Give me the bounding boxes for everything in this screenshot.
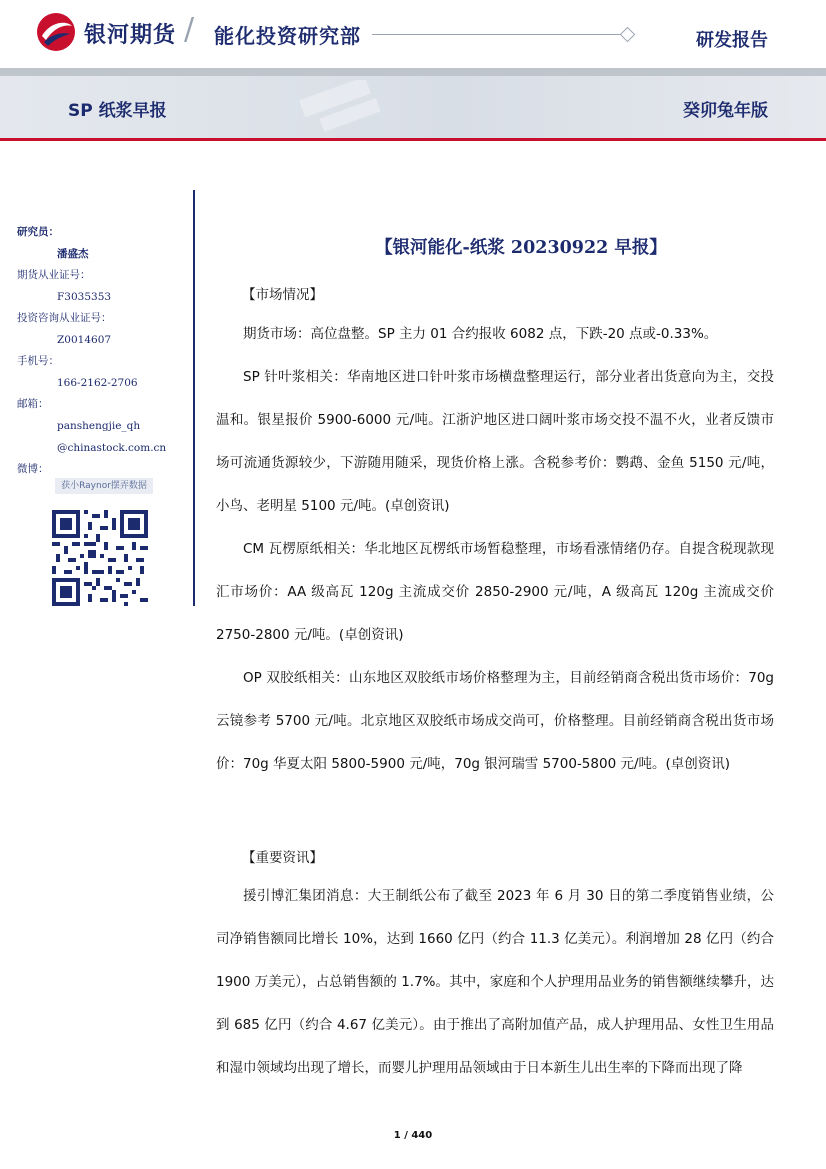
author-sidebar bbox=[17, 222, 177, 480]
email-line-1[interactable]: panshengjie_qh bbox=[57, 420, 141, 432]
edition-label: 癸卯兔年版 bbox=[683, 101, 768, 121]
paragraph-softwood-pulp: SP 针叶浆相关：华南地区进口针叶浆市场横盘整理运行，部分业者出货意向为主，交投温和。银星报价 5900-6000 元/吨。江浙沪地区进口阔叶浆市场交投不温不火，业者反馈市场可流通货源较少，下游随用随采，现货价格上涨。含税参考价：鹦鹉、金鱼 5150 元/吨，小鸟、老明星 5100 元/吨。(卓创资讯) bbox=[216, 369, 774, 514]
header-red-line bbox=[0, 138, 826, 141]
email-line-2[interactable]: @chinastock.com.cn bbox=[57, 442, 167, 454]
product-title: SP 纸浆早报 bbox=[68, 101, 167, 121]
invest-license-label: 投资咨询从业证号： bbox=[17, 312, 112, 324]
report-type: 研发报告 bbox=[696, 30, 768, 51]
futures-license-label: 期货从业证号： bbox=[17, 269, 91, 281]
section-heading-news: 【重要资讯】 bbox=[242, 850, 323, 866]
researcher-label: 研究员： bbox=[17, 226, 59, 238]
paragraph-offset-paper: OP 双胶纸相关：山东地区双胶纸市场价格整理为主，目前经销商含税出货市场价：70g 云镜参考 5700 元/吨。北京地区双胶纸市场成交尚可，价格整理。目前经销商含税出货市场价：70g 华夏太阳 5800-5900 元/吨，70g 银河瑞雪 5700-5800 元/吨。(卓创资讯) bbox=[216, 670, 774, 772]
report-title: 【银河能化-纸浆 20230922 早报】 bbox=[375, 238, 667, 258]
qr-code-icon bbox=[52, 510, 148, 606]
section-heading-market: 【市场情况】 bbox=[242, 287, 323, 303]
page-number: 1 / 440 bbox=[393, 1130, 433, 1141]
sidebar-divider bbox=[193, 190, 195, 606]
header-decor-line bbox=[372, 34, 624, 35]
invest-license: Z0014607 bbox=[57, 334, 112, 346]
researcher-name: 潘盛杰 bbox=[57, 248, 89, 260]
brand-name: 银河期货 bbox=[84, 23, 177, 48]
wechat-label: 微博： bbox=[17, 463, 49, 475]
futures-license: F3035353 bbox=[57, 291, 112, 303]
band-decoration bbox=[280, 80, 400, 134]
phone-number: 166-2162-2706 bbox=[57, 377, 138, 389]
galaxy-futures-logo-icon bbox=[36, 12, 76, 52]
phone-label: 手机号： bbox=[17, 355, 59, 367]
header-separator bbox=[0, 68, 826, 76]
paragraph-futures-market: 期货市场：高位盘整。SP 主力 01 合约报收 6082 点，下跌-20 点或-0.33%。 bbox=[243, 326, 718, 342]
department-name: 能化投资研究部 bbox=[214, 24, 361, 48]
wechat-caption: 获小Raynor摆弄数据 bbox=[55, 478, 153, 494]
paragraph-news-daio: 援引博汇集团消息：大王制纸公布了截至 2023 年 6 月 30 日的第二季度销售业绩，公司净销售额同比增长 10%，达到 1660 亿円（约合 11.3 亿美元）。利润增加 28 亿円（约合 1900 万美元），占总销售额的 1.7%。其中，家庭和个人护理用品业务的销售额继续攀升，达到 685 亿円（约合 4.67 亿美元）。由于推出了高附加值产品，成人护理用品、女性卫生用品和湿巾领域均出现了增长，而婴儿护理用品领域由于日本新生儿出生率的下降而出现了降 bbox=[216, 888, 774, 1076]
header-divider: / bbox=[184, 12, 195, 47]
email-label: 邮箱： bbox=[17, 398, 49, 410]
paragraph-corrugated-paper: CM 瓦楞原纸相关：华北地区瓦楞纸市场暂稳整理，市场看涨情绪仍存。自提含税现款现汇市场价：AA 级高瓦 120g 主流成交价 2850-2900 元/吨，A 级高瓦 120g 主流成交价 2750-2800 元/吨。(卓创资讯) bbox=[216, 541, 774, 643]
